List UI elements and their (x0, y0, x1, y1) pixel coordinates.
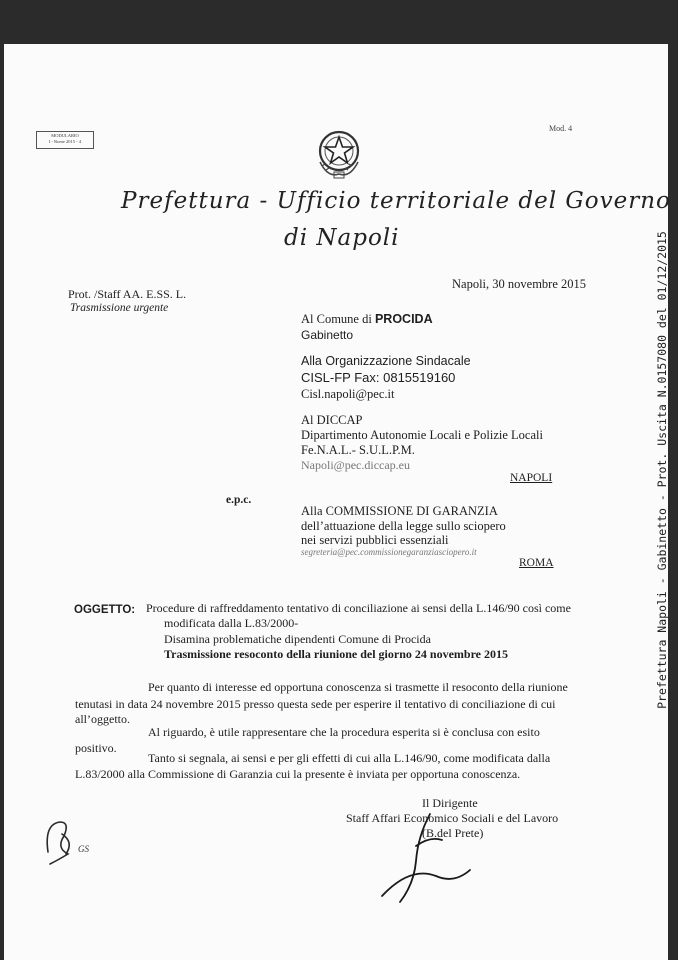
paragraph-2-line-1: Al riguardo, è utile rappresentare che la procedura esperita si è conclusa con esito (148, 725, 540, 739)
recipient-commission-line2: dell’attuazione della legge sullo sciopero (301, 519, 506, 533)
recipient-diccap-dept: Dipartimento Autonomie Locali e Polizie Locali (301, 428, 543, 442)
cc-label: e.p.c. (226, 494, 252, 506)
paragraph-1-line-3: all’oggetto. (75, 712, 130, 726)
handwritten-signature (370, 806, 480, 906)
letterhead-title: Prefettura - Ufficio territoriale del Governo (121, 188, 671, 214)
recipient-commission-city: ROMA (519, 557, 554, 569)
paragraph-1-line-2: tenutasi in data 24 novembre 2015 presso questa sede per esperire il tentativo di conciliazione di cui (75, 697, 556, 711)
paragraph-2-line-2: positivo. (75, 741, 117, 755)
subject-line-4: Trasmissione resoconto della riunione del giorno 24 novembre 2015 (164, 647, 508, 661)
recipient-diccap-city: NAPOLI (510, 472, 553, 484)
signature-name: (B.del Prete) (422, 826, 484, 840)
recipient-union-name: Alla Organizzazione Sindacale (301, 354, 471, 368)
recipient-union-fax: CISL-FP Fax: 0815519160 (301, 370, 456, 385)
recipient-procida-prefix: Al Comune di (301, 312, 375, 326)
signature-role: Il Dirigente (422, 796, 478, 810)
initials-text: GS (78, 844, 89, 854)
recipient-commission-line3: nei servizi pubblici essenziali (301, 533, 449, 547)
paragraph-3-line-1: Tanto si segnala, ai sensi e per gli effetti di cui alla L.146/90, come modificata dalla (148, 751, 551, 765)
recipient-commission-email: segreteria@pec.commissionegaranziasciopero.it (301, 547, 477, 557)
signature-office: Staff Affari Economico Sociali e del Lavoro (346, 811, 559, 825)
recipient-procida (301, 312, 433, 327)
recipient-commission-name: Alla COMMISSIONE DI GARANZIA (301, 504, 498, 518)
protocol-reference: Prot. /Staff AA. E.SS. L. (68, 287, 187, 301)
subject-line-3: Disamina problematiche dipendenti Comune di Procida (164, 632, 431, 646)
form-label-box: MODULARIO I - Rome 2015 - 4 (36, 131, 94, 149)
letter-date: Napoli, 30 novembre 2015 (452, 277, 587, 291)
paragraph-3-line-2: L.83/2000 alla Commissione di Garanzia cui la presente è inviata per opportuna conoscenza. (75, 767, 521, 781)
letterhead-city: di Napoli (284, 225, 400, 251)
recipient-diccap-email: Napoli@pec.diccap.eu (301, 458, 411, 472)
subject-line-2: modificata dalla L.83/2000- (164, 616, 299, 630)
initials-mark (38, 814, 108, 866)
recipient-union-email: Cisl.napoli@pec.it (301, 387, 395, 401)
recipient-procida-name: PROCIDA (374, 312, 433, 326)
italian-republic-emblem-icon (308, 122, 370, 184)
mod-number: Mod. 4 (549, 124, 573, 133)
urgency-note: Trasmissione urgente (70, 302, 169, 314)
recipient-diccap-federation: Fe.N.A.L.- S.U.L.P.M. (301, 443, 415, 457)
recipient-procida-office: Gabinetto (301, 328, 354, 342)
subject-label: OGGETTO: (74, 604, 136, 616)
subject-line-1: Procedure di raffreddamento tentativo di conciliazione ai sensi della L.146/90 così come (146, 601, 571, 615)
protocol-stamp-text: Prefettura Napoli - Gabinetto - Prot. Uscita N.0157080 del 01/12/2015 (655, 231, 669, 709)
recipient-diccap-name: Al DICCAP (301, 413, 363, 427)
paragraph-1-line-1: Per quanto di interesse ed opportuna conoscenza si trasmette il resoconto della riunione (148, 680, 568, 694)
